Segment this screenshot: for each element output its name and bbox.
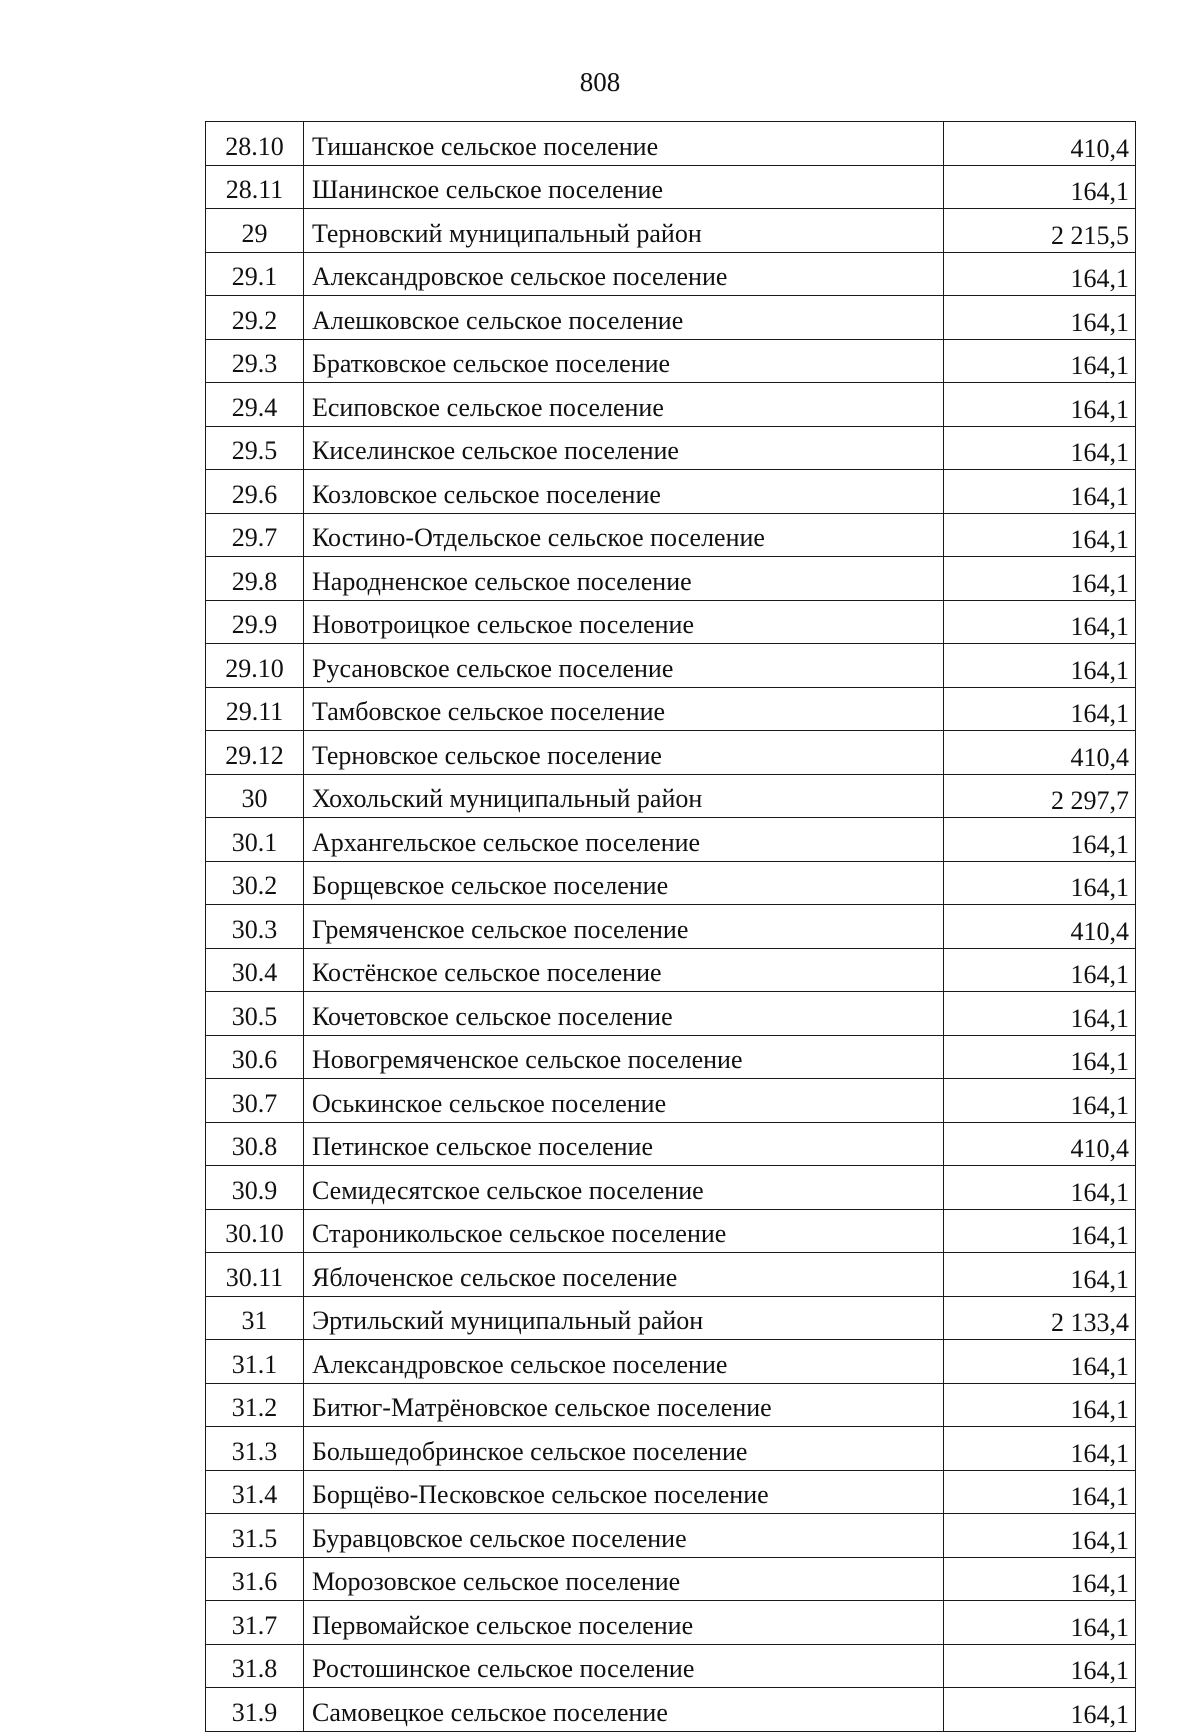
table-row xyxy=(206,687,1136,731)
row-number-cell: 29.4 xyxy=(206,383,304,427)
row-number-cell: 28.11 xyxy=(206,165,304,209)
amount-cell: 164,1 xyxy=(944,1557,1136,1601)
amount-cell: 410,4 xyxy=(944,905,1136,949)
amount-cell: 164,1 xyxy=(944,1035,1136,1079)
row-number-cell: 29.7 xyxy=(206,513,304,557)
row-number-cell: 29.8 xyxy=(206,557,304,601)
allocation-table-container xyxy=(205,121,1136,1732)
amount-cell: 164,1 xyxy=(944,426,1136,470)
table-row xyxy=(206,1688,1136,1732)
municipality-name-cell: Костёнское сельское поселение xyxy=(304,948,944,992)
table-row xyxy=(206,818,1136,862)
municipality-name-cell: Тишанское сельское поселение xyxy=(304,122,944,166)
table-row xyxy=(206,1296,1136,1340)
amount-cell: 164,1 xyxy=(944,513,1136,557)
municipality-name-cell: Новогремяченское сельское поселение xyxy=(304,1035,944,1079)
row-number-cell: 31.3 xyxy=(206,1427,304,1471)
table-row xyxy=(206,557,1136,601)
municipality-name-cell: Староникольское сельское поселение xyxy=(304,1209,944,1253)
table-row xyxy=(206,992,1136,1036)
municipality-name-cell: Ростошинское сельское поселение xyxy=(304,1644,944,1688)
municipality-name-cell: Битюг-Матрёновское сельское поселение xyxy=(304,1383,944,1427)
amount-cell: 164,1 xyxy=(944,383,1136,427)
table-row xyxy=(206,1209,1136,1253)
municipality-name-cell: Шанинское сельское поселение xyxy=(304,165,944,209)
row-number-cell: 28.10 xyxy=(206,122,304,166)
table-row xyxy=(206,1122,1136,1166)
row-number-cell: 31.4 xyxy=(206,1470,304,1514)
table-row xyxy=(206,600,1136,644)
amount-cell: 164,1 xyxy=(944,948,1136,992)
amount-cell: 164,1 xyxy=(944,1644,1136,1688)
municipality-name-cell: Борщевское сельское поселение xyxy=(304,861,944,905)
row-number-cell: 29.2 xyxy=(206,296,304,340)
allocation-table xyxy=(205,121,1136,1732)
municipality-name-cell: Борщёво-Песковское сельское поселение xyxy=(304,1470,944,1514)
table-row xyxy=(206,861,1136,905)
municipality-name-cell: Киселинское сельское поселение xyxy=(304,426,944,470)
municipality-name-cell: Морозовское сельское поселение xyxy=(304,1557,944,1601)
row-number-cell: 30.9 xyxy=(206,1166,304,1210)
municipality-name-cell: Терновский муниципальный район xyxy=(304,209,944,253)
municipality-name-cell: Эртильский муниципальный район xyxy=(304,1296,944,1340)
table-row xyxy=(206,1166,1136,1210)
amount-cell: 164,1 xyxy=(944,861,1136,905)
amount-cell: 164,1 xyxy=(944,470,1136,514)
table-row xyxy=(206,1383,1136,1427)
amount-cell: 164,1 xyxy=(944,600,1136,644)
table-row xyxy=(206,1470,1136,1514)
municipality-name-cell: Алешковское сельское поселение xyxy=(304,296,944,340)
amount-cell: 410,4 xyxy=(944,1122,1136,1166)
municipality-name-cell: Оськинское сельское поселение xyxy=(304,1079,944,1123)
table-row xyxy=(206,948,1136,992)
table-row xyxy=(206,1427,1136,1471)
table-row xyxy=(206,1253,1136,1297)
row-number-cell: 29 xyxy=(206,209,304,253)
municipality-name-cell: Братковское сельское поселение xyxy=(304,339,944,383)
row-number-cell: 30.2 xyxy=(206,861,304,905)
table-row xyxy=(206,470,1136,514)
row-number-cell: 29.10 xyxy=(206,644,304,688)
amount-cell: 164,1 xyxy=(944,339,1136,383)
amount-cell: 164,1 xyxy=(944,644,1136,688)
amount-cell: 410,4 xyxy=(944,731,1136,775)
table-row xyxy=(206,1557,1136,1601)
row-number-cell: 31.9 xyxy=(206,1688,304,1732)
municipality-name-cell: Русановское сельское поселение xyxy=(304,644,944,688)
amount-cell: 164,1 xyxy=(944,1209,1136,1253)
amount-cell: 164,1 xyxy=(944,1079,1136,1123)
row-number-cell: 30.3 xyxy=(206,905,304,949)
municipality-name-cell: Большедобринское сельское поселение xyxy=(304,1427,944,1471)
table-row xyxy=(206,426,1136,470)
row-number-cell: 30.5 xyxy=(206,992,304,1036)
municipality-name-cell: Яблоченское сельское поселение xyxy=(304,1253,944,1297)
row-number-cell: 30.11 xyxy=(206,1253,304,1297)
municipality-name-cell: Архангельское сельское поселение xyxy=(304,818,944,862)
municipality-name-cell: Александровское сельское поселение xyxy=(304,1340,944,1384)
municipality-name-cell: Народненское сельское поселение xyxy=(304,557,944,601)
municipality-name-cell: Буравцовское сельское поселение xyxy=(304,1514,944,1558)
amount-cell: 164,1 xyxy=(944,1688,1136,1732)
row-number-cell: 31.8 xyxy=(206,1644,304,1688)
row-number-cell: 29.11 xyxy=(206,687,304,731)
table-body xyxy=(206,122,1136,1732)
municipality-name-cell: Петинское сельское поселение xyxy=(304,1122,944,1166)
municipality-name-cell: Александровское сельское поселение xyxy=(304,252,944,296)
amount-cell: 164,1 xyxy=(944,1166,1136,1210)
municipality-name-cell: Есиповское сельское поселение xyxy=(304,383,944,427)
amount-cell: 164,1 xyxy=(944,165,1136,209)
municipality-name-cell: Первомайское сельское поселение xyxy=(304,1601,944,1645)
amount-cell: 2 133,4 xyxy=(944,1296,1136,1340)
row-number-cell: 31.1 xyxy=(206,1340,304,1384)
municipality-name-cell: Козловское сельское поселение xyxy=(304,470,944,514)
amount-cell: 2 297,7 xyxy=(944,774,1136,818)
row-number-cell: 31.2 xyxy=(206,1383,304,1427)
amount-cell: 164,1 xyxy=(944,1427,1136,1471)
municipality-name-cell: Терновское сельское поселение xyxy=(304,731,944,775)
row-number-cell: 31.7 xyxy=(206,1601,304,1645)
row-number-cell: 31.5 xyxy=(206,1514,304,1558)
table-row xyxy=(206,905,1136,949)
amount-cell: 164,1 xyxy=(944,687,1136,731)
table-row xyxy=(206,122,1136,166)
row-number-cell: 30.7 xyxy=(206,1079,304,1123)
table-row xyxy=(206,296,1136,340)
row-number-cell: 30.8 xyxy=(206,1122,304,1166)
amount-cell: 2 215,5 xyxy=(944,209,1136,253)
row-number-cell: 29.3 xyxy=(206,339,304,383)
table-row xyxy=(206,644,1136,688)
table-row xyxy=(206,1601,1136,1645)
municipality-name-cell: Кочетовское сельское поселение xyxy=(304,992,944,1036)
municipality-name-cell: Гремяченское сельское поселение xyxy=(304,905,944,949)
table-row xyxy=(206,513,1136,557)
table-row xyxy=(206,1340,1136,1384)
amount-cell: 164,1 xyxy=(944,818,1136,862)
row-number-cell: 29.1 xyxy=(206,252,304,296)
row-number-cell: 30.1 xyxy=(206,818,304,862)
amount-cell: 164,1 xyxy=(944,557,1136,601)
amount-cell: 164,1 xyxy=(944,992,1136,1036)
row-number-cell: 31.6 xyxy=(206,1557,304,1601)
amount-cell: 410,4 xyxy=(944,122,1136,166)
table-row xyxy=(206,383,1136,427)
municipality-name-cell: Тамбовское сельское поселение xyxy=(304,687,944,731)
table-row xyxy=(206,1035,1136,1079)
row-number-cell: 29.6 xyxy=(206,470,304,514)
row-number-cell: 29.12 xyxy=(206,731,304,775)
row-number-cell: 29.5 xyxy=(206,426,304,470)
table-row xyxy=(206,731,1136,775)
municipality-name-cell: Новотроицкое сельское поселение xyxy=(304,600,944,644)
table-row xyxy=(206,1079,1136,1123)
table-row xyxy=(206,339,1136,383)
table-row xyxy=(206,209,1136,253)
municipality-name-cell: Семидесятское сельское поселение xyxy=(304,1166,944,1210)
table-row xyxy=(206,252,1136,296)
amount-cell: 164,1 xyxy=(944,296,1136,340)
amount-cell: 164,1 xyxy=(944,1340,1136,1384)
amount-cell: 164,1 xyxy=(944,1470,1136,1514)
row-number-cell: 30.10 xyxy=(206,1209,304,1253)
municipality-name-cell: Костино-Отдельское сельское поселение xyxy=(304,513,944,557)
municipality-name-cell: Хохольский муниципальный район xyxy=(304,774,944,818)
amount-cell: 164,1 xyxy=(944,252,1136,296)
amount-cell: 164,1 xyxy=(944,1601,1136,1645)
row-number-cell: 30.6 xyxy=(206,1035,304,1079)
table-row xyxy=(206,1514,1136,1558)
row-number-cell: 30.4 xyxy=(206,948,304,992)
row-number-cell: 31 xyxy=(206,1296,304,1340)
amount-cell: 164,1 xyxy=(944,1383,1136,1427)
municipality-name-cell: Самовецкое сельское поселение xyxy=(304,1688,944,1732)
amount-cell: 164,1 xyxy=(944,1514,1136,1558)
amount-cell: 164,1 xyxy=(944,1253,1136,1297)
table-row xyxy=(206,774,1136,818)
table-row xyxy=(206,1644,1136,1688)
page-number: 808 xyxy=(579,67,621,97)
row-number-cell: 29.9 xyxy=(206,600,304,644)
row-number-cell: 30 xyxy=(206,774,304,818)
table-row xyxy=(206,165,1136,209)
